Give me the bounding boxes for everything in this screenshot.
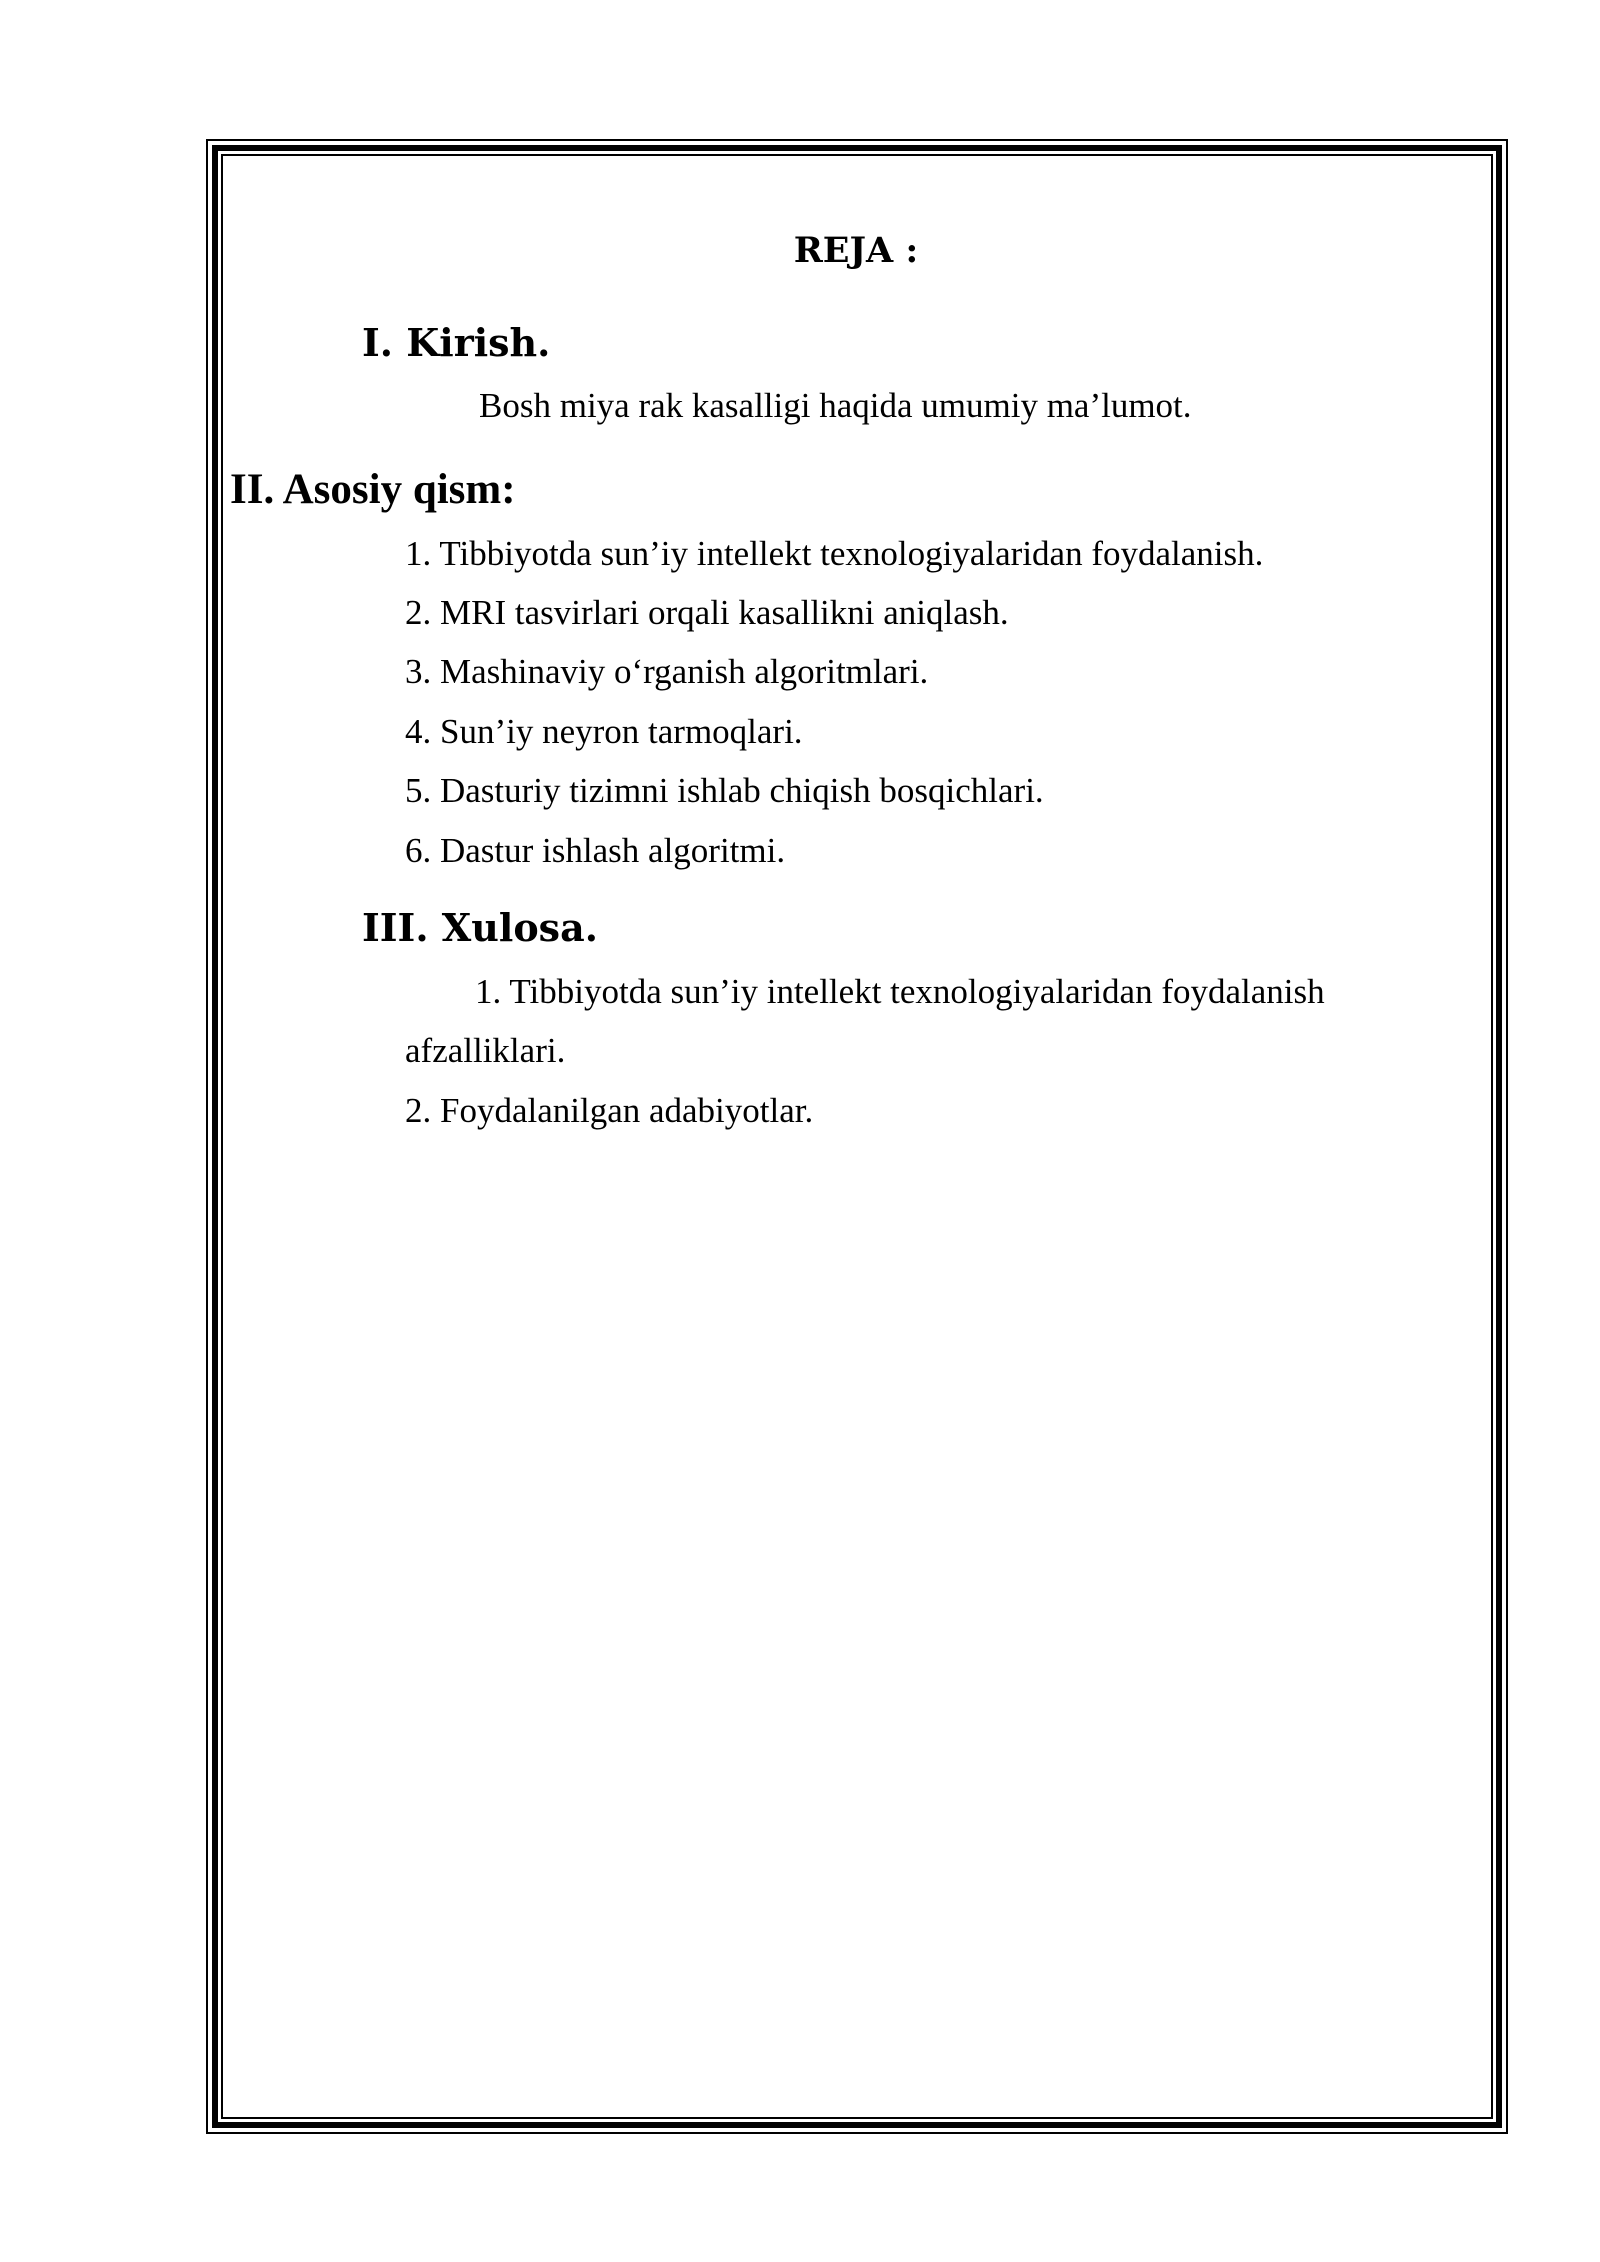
page-title: REJA : — [793, 230, 919, 271]
asosiy-item-6: 6. Dastur ishlash algoritmi. — [405, 831, 786, 870]
asosiy-item-4: 4. Sun’iy neyron tarmoqlari. — [405, 712, 803, 751]
section-heading-kirish: I. Kirish. — [362, 320, 551, 365]
section-heading-xulosa: III. Xulosa. — [362, 905, 598, 950]
xulosa-item-1-continued: afzalliklari. — [405, 1031, 566, 1070]
section-heading-asosiy-qism: II. Asosiy qism: — [230, 466, 516, 513]
asosiy-item-5: 5. Dasturiy tizimni ishlab chiqish bosqichlari. — [405, 771, 1044, 810]
asosiy-item-2: 2. MRI tasvirlari orqali kasallikni aniqlash. — [405, 593, 1009, 632]
asosiy-item-1: 1. Tibbiyotda sun’iy intellekt texnologiyalaridan foydalanish. — [405, 534, 1264, 573]
xulosa-item-1: 1. Tibbiyotda sun’iy intellekt texnologiyalaridan foydalanish — [475, 972, 1325, 1011]
xulosa-item-2: 2. Foydalanilgan adabiyotlar. — [405, 1091, 814, 1130]
kirish-item: Bosh miya rak kasalligi haqida umumiy ma’lumot. — [479, 386, 1192, 425]
asosiy-item-3: 3. Mashinaviy o‘rganish algoritmlari. — [405, 652, 929, 691]
